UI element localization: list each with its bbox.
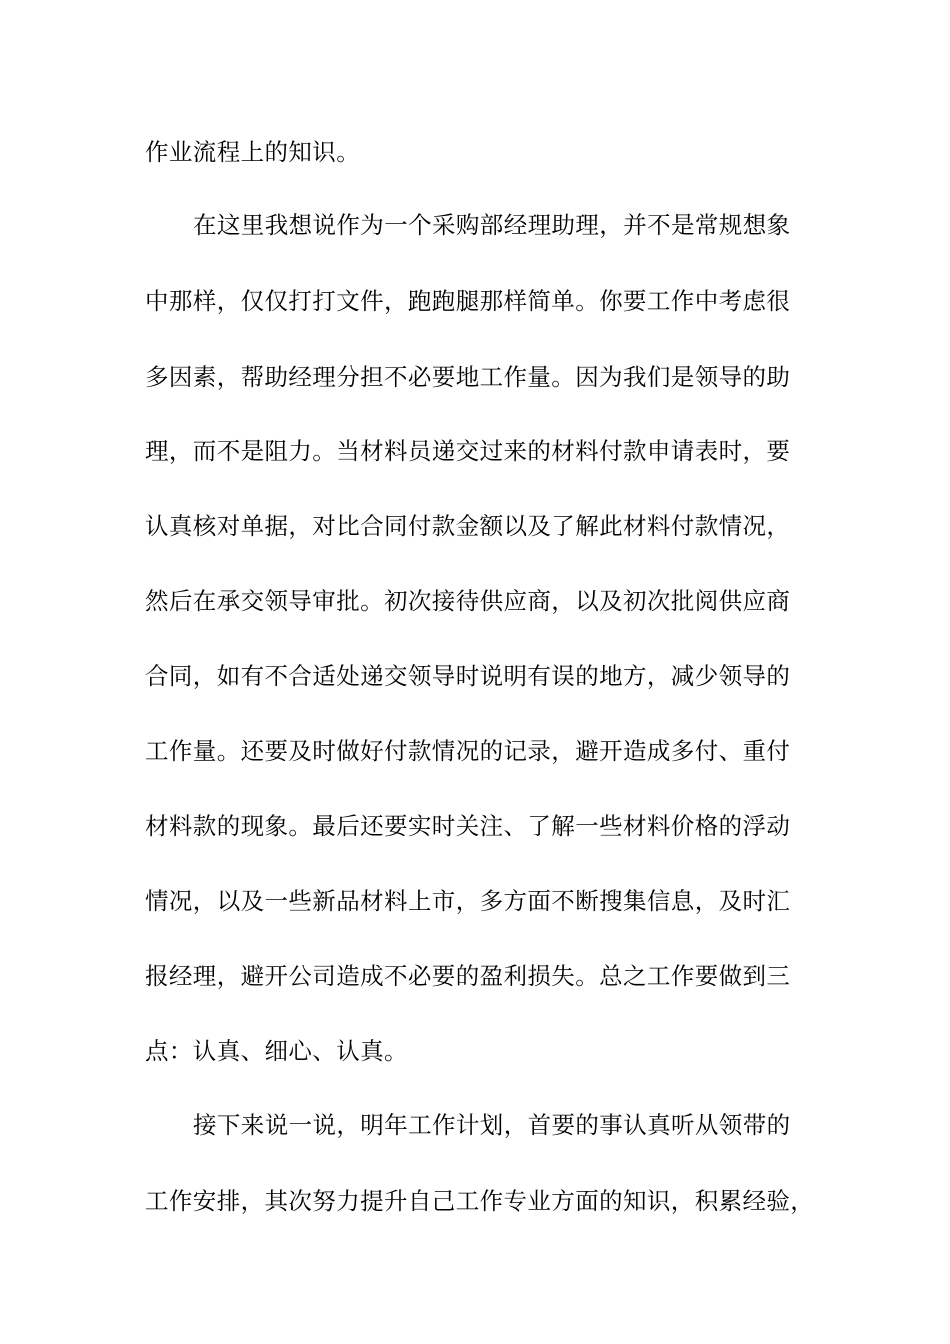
paragraph-2-line-3: 多因素，帮助经理分担不必要地工作量。因为我们是领导的助 [145,363,791,391]
paragraph-2-line-4: 理，而不是阻力。当材料员递交过来的材料付款申请表时，要 [145,437,791,465]
paragraph-2-line-6: 然后在承交领导审批。初次接待供应商，以及初次批阅供应商 [145,587,791,615]
paragraph-2-line-1: 在这里我想说作为一个采购部经理助理，并不是常规想象 [193,211,791,239]
paragraph-2-line-12: 点：认真、细心、认真。 [145,1037,408,1065]
paragraph-2-line-5: 认真核对单据，对比合同付款金额以及了解此材料付款情况， [145,512,791,540]
paragraph-2-line-10: 情况，以及一些新品材料上市，多方面不断搜集信息，及时汇 [145,887,791,915]
paragraph-2-line-2: 中那样，仅仅打打文件，跑跑腿那样简单。你要工作中考虑很 [145,287,791,315]
paragraph-3-line-1: 接下来说一说，明年工作计划，首要的事认真听从领带的 [193,1111,791,1139]
paragraph-2-line-8: 工作量。还要及时做好付款情况的记录，避开造成多付、重付 [145,737,791,765]
text-line-1: 作业流程上的知识。 [145,138,361,166]
paragraph-3-line-2: 工作安排，其次努力提升自己工作专业方面的知识，积累经验， [145,1187,815,1215]
paragraph-2-line-9: 材料款的现象。最后还要实时关注、了解一些材料价格的浮动 [145,812,791,840]
paragraph-2-line-11: 报经理，避开公司造成不必要的盈利损失。总之工作要做到三 [145,962,791,990]
paragraph-2-line-7: 合同，如有不合适处递交领导时说明有误的地方，减少领导的 [145,662,791,690]
